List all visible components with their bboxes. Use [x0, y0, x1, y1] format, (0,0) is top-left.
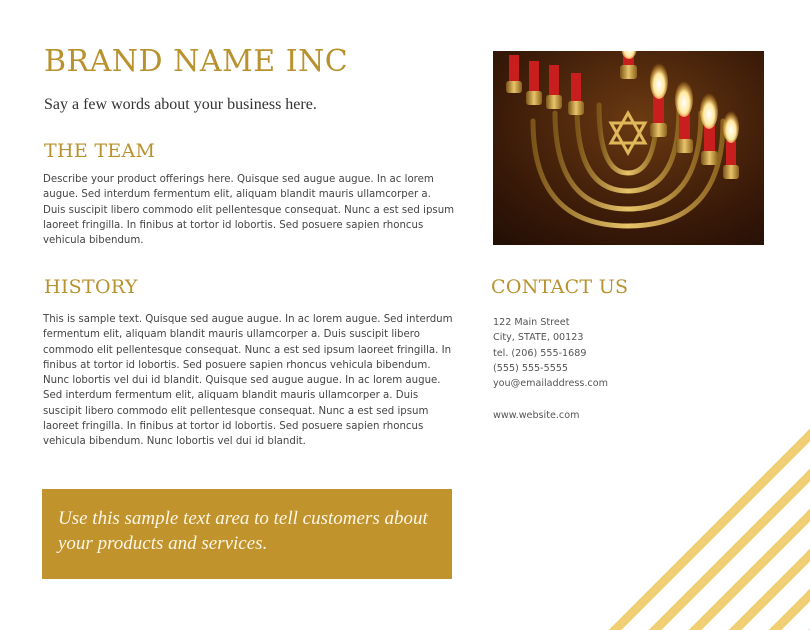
tagline: Say a few words about your business here. — [44, 96, 317, 113]
team-heading: THE TEAM — [44, 140, 156, 162]
contact-website[interactable]: www.website.com — [493, 410, 580, 421]
callout-box — [42, 489, 452, 579]
contact-phone: (555) 555-5555 — [493, 362, 569, 374]
menorah-photo — [493, 51, 764, 245]
team-body: Describe your product offerings here. Quisque sed augue augue. In ac lorem augue. Sed interdum fermentum elit, aliquam blandit mauris ullamcorper a. Duis suscipit libero commodo elit pellentesque consequat. Nunc a est sed ipsum laoreet fringilla. In finibus at tortor id lobortis. Sed posuere sapien rhoncus vehicula bibendum. — [43, 174, 455, 247]
contact-street: 122 Main Street — [493, 317, 570, 328]
contact-heading: CONTACT US — [491, 276, 629, 298]
history-body: This is sample text. Quisque sed augue augue. In ac lorem augue. Sed interdum fermentum elit, aliquam blandit mauris ullamcorper a. Duis suscipit libero commodo elit pellentesque consequat. Nunc a est sed ipsum laoreet fringilla. In finibus at tortor id lobortis. Sed posuere sapien rhoncus vehicula bibendum. Nunc lobortis vel dui id blandit. Quisque sed augue augue. In ac lorem augue. Sed interdum fermentum elit, aliquam blandit mauris ullamcorper a. Duis suscipit libero commodo elit pellentesque consequat. Nunc a est sed ipsum laoreet fringilla. In finibus at tortor id lobortis. Sed posuere sapien rhoncus vehicula bibendum. Nunc lobortis vel dui id blandit. — [43, 314, 453, 448]
contact-email[interactable]: you@emailaddress.com — [493, 378, 608, 390]
history-heading: HISTORY — [44, 276, 138, 298]
gold-stripes-decoration — [560, 395, 810, 630]
menorah-image — [493, 51, 764, 245]
contact-city: City, STATE, 00123 — [493, 332, 584, 344]
contact-tel: tel. (206) 555-1689 — [493, 347, 587, 359]
brand-name: BRAND NAME INC — [44, 44, 349, 79]
callout-text: Use this sample text area to tell customers about your products and services. — [58, 508, 428, 554]
contact-details — [493, 315, 608, 391]
